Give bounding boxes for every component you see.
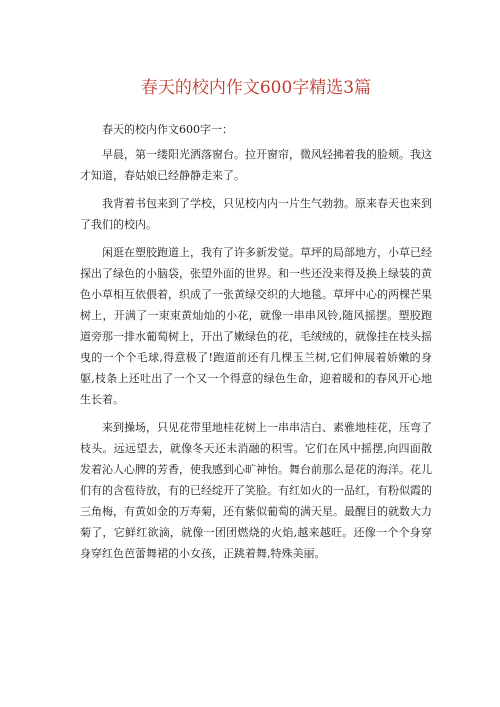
paragraph-2: 早晨，第一缕阳光洒落窗台。拉开窗帘，微风轻拂着我的脸颊。我这才知道，春姑娘已经静静走来了。 [80,148,432,182]
document-title: 春天的校内作文600字精选3篇 [140,78,372,98]
paragraph-4: 闲逛在塑胶跑道上，我有了许多新发觉。草坪的局部地方，小草已经探出了绿色的小脑袋，张望外面的世界。和一些还没来得及换上绿装的黄色小草相互依偎着，织成了一张黄绿交织的大地毯。草坪中心的两棵芒果树上，开满了一束束黄灿灿的小花，就像一串串风铃,随风摇摆。塑胶跑道旁那一排水葡萄树上，开出了嫩绿色的花，毛绒绒的，就像挂在枝头摇曳的一个个毛球,得意极了!跑道前还有几棵玉兰树,它们伸展着娇嫩的身躯,枝条上还吐出了一个又一个得意的绿色生命，迎着暖和的春风开心地生长着。 [80,246,432,406]
document-body [80,119,432,564]
paragraph-5: 来到操场，只见花带里地桂花树上一串串洁白、素雅地桂花，压弯了枝头。远远望去，就像冬天还未消融的积雪。它们在风中摇摆,向四面散发着沁人心脾的芳香，使我感到心旷神怡。舞台前那么是花的海洋。花儿们有的含苞待放，有的已经绽开了笑脸。有红如火的一品红，有粉似霞的三角梅，有黄如金的万寿菊，还有紫似葡萄的满天星。最醒目的就数大力菊了，它鲜红欲滴，就像一团团燃烧的火焰,越来越旺。还像一个个身穿身穿红色芭蕾舞裙的小女孩，正跳着舞,特殊美丽。 [80,421,432,560]
document-page [80,0,432,571]
paragraph-3: 我背着书包来到了学校，只见校内内一片生气勃勃。原来春天也来到了我们的校内。 [80,197,432,231]
paragraph-1: 春天的校内作文600字一： [102,123,233,136]
